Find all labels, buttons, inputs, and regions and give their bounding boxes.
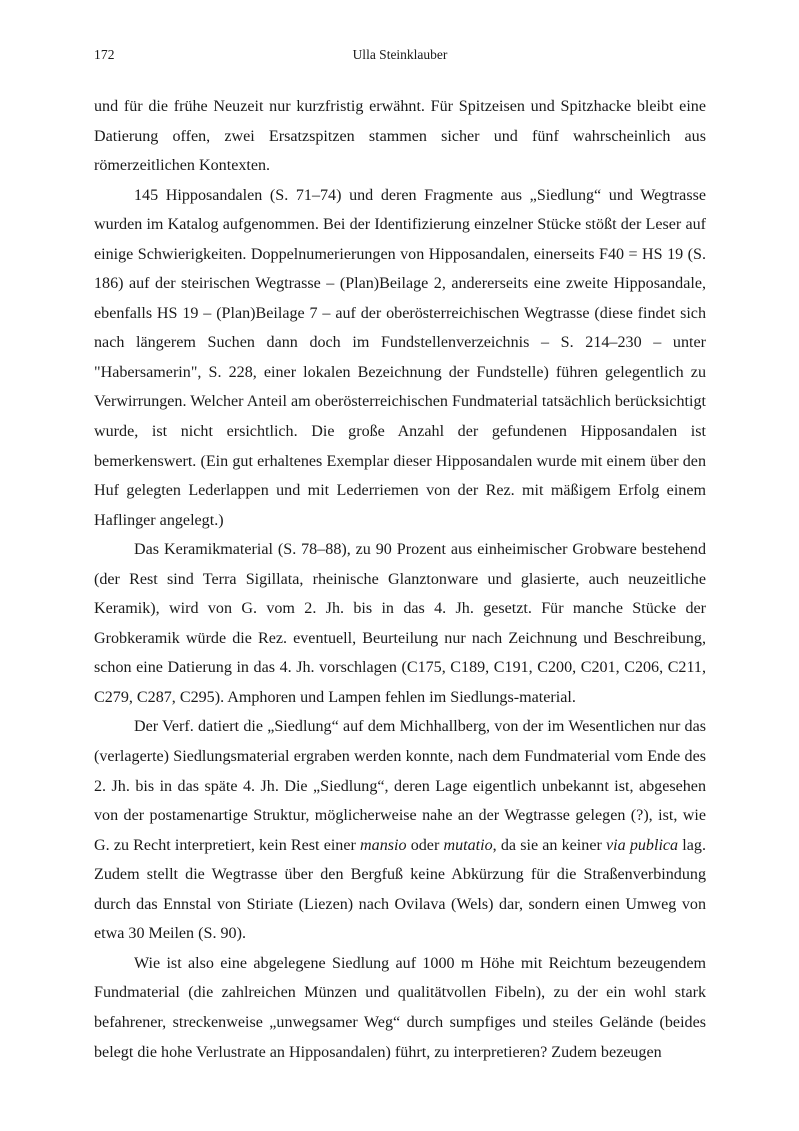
paragraph — [94, 92, 706, 181]
running-head — [94, 45, 706, 65]
text-run: lag. Zudem stellt die Wegtrasse über den Bergfuß keine Abkürzung für die Straßenverbindung durch das Ennstal von Stiriate (Liezen) nach Ovilava (Wels) dar, sondern einen Umweg von etwa 30 Meilen (S. 90). — [94, 836, 706, 943]
latin-term: mansio — [360, 836, 407, 854]
text-run: Der Verf. datiert die „Siedlung“ auf dem Michhallberg, von der im Wesentlichen nur das (verlagerte) Siedlungsmaterial ergraben werden konnte, nach dem Fundmaterial vom Ende des 2. Jh. bis in das späte 4. Jh. Die „Siedlung“, deren Lage eigentlich unbekannt ist, abgesehen von der postamenartige Struktur, möglicherweise nahe an der Wegtrasse gelegen (?), ist, wie G. zu Recht interpretiert, kein Rest einer — [94, 718, 706, 854]
latin-term: mutatio — [443, 836, 493, 854]
latin-term: via publica — [606, 836, 679, 854]
running-title: Ulla Steinklauber — [352, 47, 448, 62]
page-number: 172 — [94, 47, 115, 62]
text-run: oder — [406, 836, 444, 854]
paragraph — [94, 712, 706, 948]
text-run: 145 Hipposandalen (S. 71–74) und deren Fragmente aus „Siedlung“ und Wegtrasse wurden im Katalog aufgenommen. Bei der Identifizierung einzelner Stücke stößt der Leser auf einige Schwierigkeiten. Doppelnumerierungen von Hipposandalen, einerseits F40 = HS 19 (S. 186) auf der steirischen Wegtrasse – (Plan)Beilage 2, andererseits eine zweite Hipposandale, ebenfalls HS 19 – (Plan)Beilage 7 – auf der oberösterreichischen Wegtrasse (diese findet sich nach längerem Suchen dann doch im Fundstellenverzeichnis – S. 214–230 – unter "Habersamerin", S. 228, einer lokalen Bezeichnung der Fundstelle) führen gelegentlich zu Verwirrungen. Welcher Anteil am oberösterreichischen Fundmaterial tatsächlich berücksichtigt wurde, ist nicht ersichtlich. Die große Anzahl der gefundenen Hipposandalen ist bemerkenswert. (Ein gut erhaltenes Exemplar dieser Hipposandalen wurde mit einem über den Huf gelegten Lederlappen und mit Lederriemen von der Rez. mit mäßigem Erfolg einem Haflinger angelegt.) — [94, 186, 706, 529]
paragraph — [94, 535, 706, 712]
text-run: Wie ist also eine abgelegene Siedlung auf 1000 m Höhe mit Reichtum bezeugendem Fundmaterial (die zahlreichen Münzen und qualitätvollen Fibeln), zu der ein wohl stark befahrener, streckenweise „unwegsamer Weg“ durch sumpfiges und steiles Gelände (beides belegt die hohe Verlustrate an Hipposandalen) führt, zu interpretieren? Zudem bezeugen — [94, 954, 706, 1061]
text-run: und für die frühe Neuzeit nur kurzfristig erwähnt. Für Spitzeisen und Spitzhacke bleibt eine Datierung offen, zwei Ersatzspitzen stammen sicher und fünf wahrscheinlich aus römerzeitlichen Kontexten. — [94, 98, 706, 175]
body-text-block — [94, 92, 706, 1067]
text-run: Das Keramikmaterial (S. 78–88), zu 90 Prozent aus einheimischer Grobware bestehend (der Rest sind Terra Sigillata, rheinische Glanztonware und glasierte, auch neuzeitliche Keramik), wird von G. vom 2. Jh. bis in das 4. Jh. gesetzt. Für manche Stücke der Grobkeramik würde die Rez. eventuell, Beurteilung nur nach Zeichnung und Beschreibung, schon eine Datierung in das 4. Jh. vorschlagen (C175, C189, C191, C200, C201, C206, C211, C279, C287, C295). Amphoren und Lampen fehlen im Siedlungs-material. — [94, 541, 706, 706]
paragraph — [94, 949, 706, 1067]
paragraph — [94, 181, 706, 536]
text-run: , da sie an keiner — [492, 836, 606, 854]
